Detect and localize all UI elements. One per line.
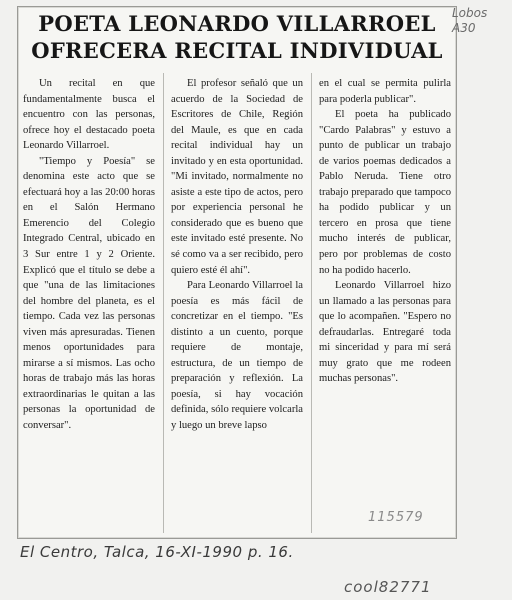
margin-note-line: A30 xyxy=(452,21,476,35)
article-column-2 xyxy=(171,76,303,434)
article-headline: POETA LEONARDO VILLARROEL OFRECERA RECITAL INDIVIDUAL xyxy=(31,11,443,63)
column-divider xyxy=(163,73,164,533)
paragraph: El poeta ha publicado "Cardo Palabras" y estuvo a punto de publicar un trabajo de varios poemas dedicados a Pablo Neruda. Tiene otro trabajo preparado que tampoco ha podido publicar y un tercero en prosa que tiene mucho interés de publicar, pero por problemas de costo no ha podido hacerlo. xyxy=(319,109,451,276)
paragraph: Leonardo Villarroel hizo un llamado a las personas para que lo acompañen. "Espero no defraudarlas. Entregaré toda mi sinceridad y para mí será muy grato que me rodeen muchas personas". xyxy=(319,280,451,385)
handwritten-margin-note xyxy=(452,6,487,36)
paragraph: Para Leonardo Villarroel la poesía es más fácil de concretizar en el tiempo. "Es distinto a un cuento, porque requiere de montaje, estructura, de un tiempo de preparación y reflexión. La poesía, si hay vocación definida, sólo requiere volcarla y luego un breve lapso xyxy=(171,280,303,432)
paragraph: "Tiempo y Poesía" se denomina este acto que se efectuará hoy a las 20:00 horas en el Salón Hermano Emerencio del Colegio Integrado Central, ubicado en 3 Sur entre 1 y 2 Oriente. Explicó que el título se debe a que "una de las limitaciones del hombre del planeta, es el tiempo. Cada vez las personas viven más apresuradas. Tienen menos oportunidades para mirarse a sí mismos. Las ocho horas de trabajo más las horas extraordinarias le quitan a las personas la oportunidad de conversar". xyxy=(23,155,155,432)
paragraph: El profesor señaló que un acuerdo de la Sociedad de Escritores de Chile, Región del Maule, es que en cada recital individual hay un invitado y en esta oportunidad. "Mi invitado, normalmente no asiste a este tipo de actos, pero por experiencia personal he considerado que es bueno que este invitado esté presente. No sé como va a ser recibido, pero quiero esté él ahí". xyxy=(171,78,303,276)
newspaper-clipping xyxy=(17,6,457,539)
paragraph: Un recital en que fundamentalmente busca el encuentro con las personas, ofrece hoy el destacado poeta Leonardo Villarroel. xyxy=(23,78,155,152)
article-column-1 xyxy=(23,76,155,434)
margin-note-line: Lobos xyxy=(452,6,488,20)
handwritten-catalog-code: cool82771 xyxy=(344,578,432,596)
column-divider xyxy=(311,73,312,533)
article-column-3 xyxy=(319,76,451,387)
handwritten-inner-code: 115579 xyxy=(368,510,424,525)
paragraph: en el cual se permita pulirla para poderla publicar". xyxy=(319,78,451,105)
handwritten-source-citation: El Centro, Talca, 16-XI-1990 p. 16. xyxy=(20,543,294,561)
